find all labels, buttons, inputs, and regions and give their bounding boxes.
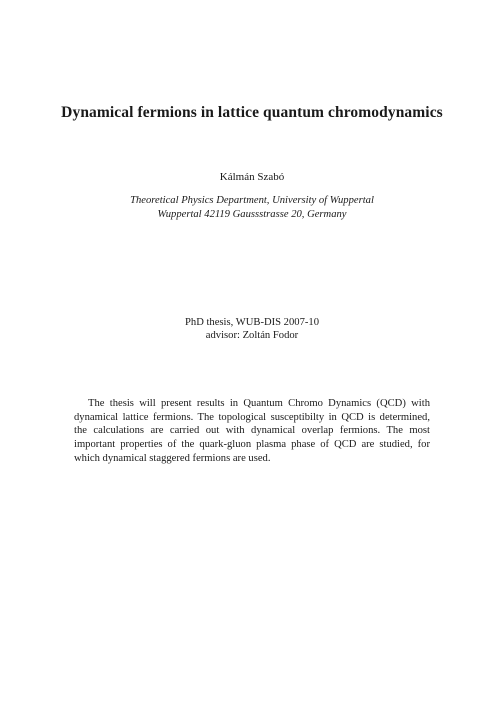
affiliation-department: Theoretical Physics Department, University of Wuppertal [130, 195, 374, 206]
abstract-line: important properties of the quark-gluon plasma phase of QCD are studied, for [74, 439, 430, 451]
abstract-line: the calculations are carried out with dynamical overlap fermions. The most [74, 425, 430, 437]
thesis-id: PhD thesis, WUB-DIS 2007-10 [185, 317, 319, 328]
thesis-advisor: advisor: Zoltán Fodor [205, 330, 299, 341]
abstract-line: which dynamical staggered fermions are used. [74, 452, 271, 464]
affiliation [0, 194, 504, 222]
abstract-line: dynamical lattice fermions. The topological susceptibilty in QCD is determined, [74, 411, 430, 423]
abstract [74, 397, 430, 466]
author-name: Kálmán Szabó [219, 171, 285, 183]
paper-title: Dynamical fermions in lattice quantum chromodynamics [61, 104, 443, 121]
affiliation-address: Wuppertal 42119 Gaussstrasse 20, Germany [157, 209, 347, 220]
abstract-line: The thesis will present results in Quantum Chromo Dynamics (QCD) with [88, 398, 430, 409]
thesis-info [0, 316, 504, 342]
